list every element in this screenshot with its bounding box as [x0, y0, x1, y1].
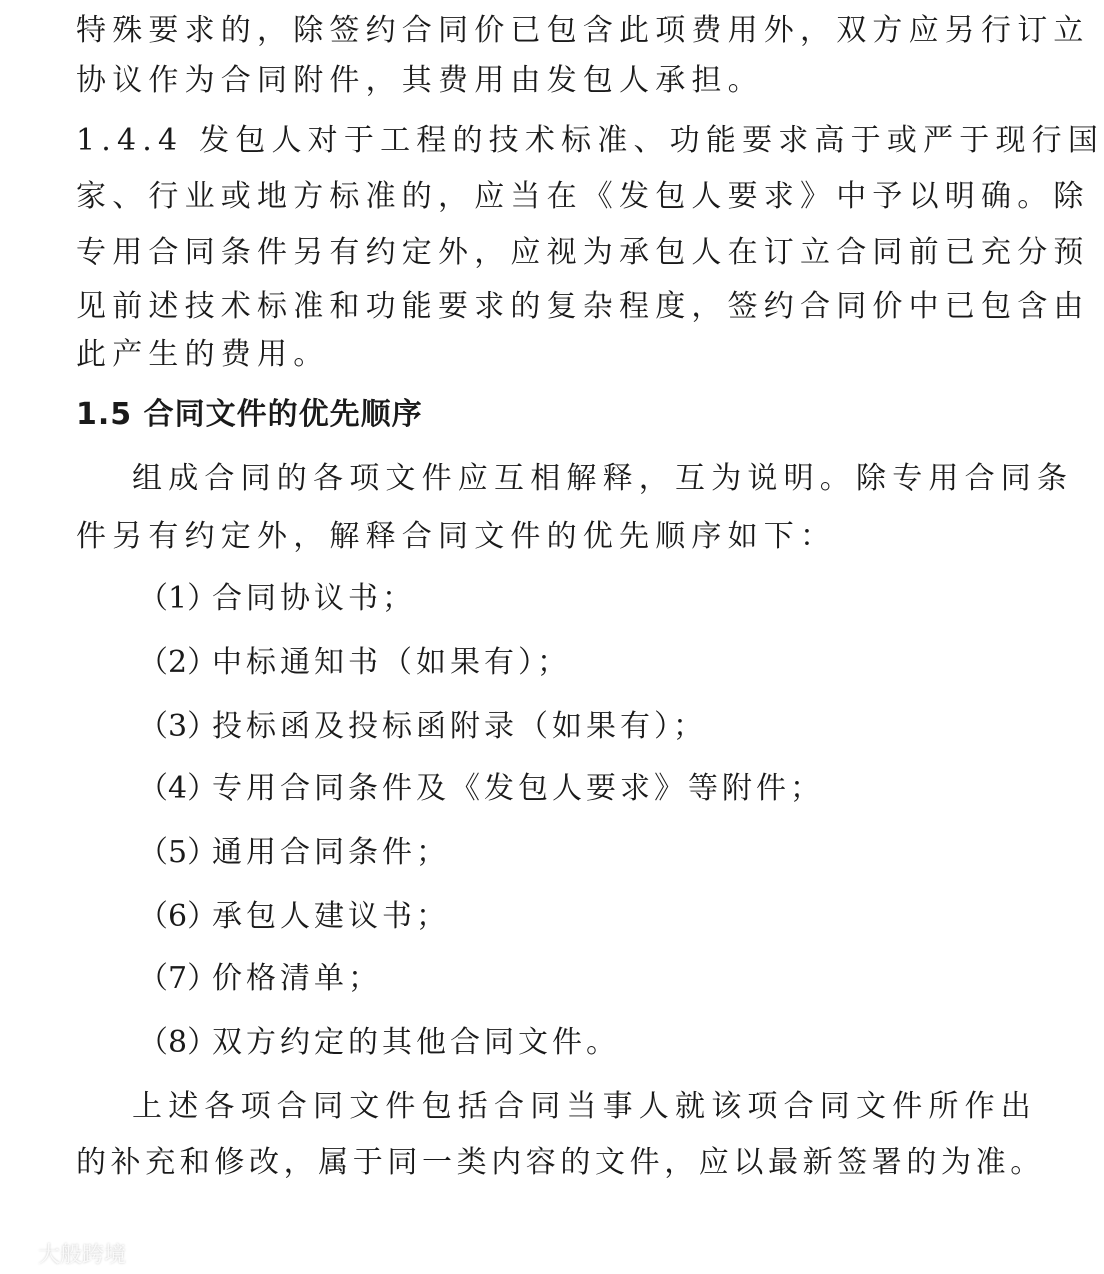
list-item-number: （2） — [138, 645, 218, 680]
list-item-number: （4） — [138, 771, 218, 806]
intro-line-1: 特殊要求的，除签约合同价已包含此项费用外，双方应另行订立 — [76, 13, 1090, 48]
list-item-number: （6） — [138, 899, 218, 934]
list-item-text: 承包人建议书； — [212, 899, 450, 934]
closing-line-1: 上述各项合同文件包括合同当事人就该项合同文件所作出 — [132, 1089, 1037, 1124]
list-item-text: 专用合同条件及《发包人要求》等附件； — [212, 771, 824, 806]
section-intro-line-2: 件另有约定外，解释合同文件的优先顺序如下： — [76, 519, 837, 554]
list-item-number: （3） — [138, 709, 218, 744]
clause-1-4-4-line-5: 此产生的费用。 — [76, 337, 330, 372]
watermark-text: 大般跨境 — [38, 1243, 127, 1268]
list-item-number: （7） — [138, 961, 218, 996]
clause-1-4-4-line-2: 家、行业或地方标准的，应当在《发包人要求》中予以明确。除 — [76, 179, 1090, 214]
clause-1-4-4-line-1: 1.4.4 发包人对于工程的技术标准、功能要求高于或严于现行国 — [76, 123, 1104, 158]
intro-line-2: 协议作为合同附件，其费用由发包人承担。 — [76, 63, 764, 98]
list-item-text: 价格清单； — [212, 961, 382, 996]
weibo-logo-icon — [6, 1243, 32, 1265]
list-item-text: 合同协议书； — [212, 581, 416, 616]
list-item-text: 投标函及投标函附录（如果有）； — [212, 709, 707, 744]
clause-1-4-4-line-4: 见前述技术标准和功能要求的复杂程度，签约合同价中已包含由 — [76, 289, 1090, 324]
list-item-number: （1） — [138, 581, 218, 616]
section-heading: 1.5 合同文件的优先顺序 — [76, 397, 423, 432]
watermark — [6, 1238, 126, 1269]
list-item-text: 中标通知书（如果有）； — [212, 645, 571, 680]
closing-line-2: 的补充和修改，属于同一类内容的文件，应以最新签署的为准。 — [76, 1145, 1045, 1180]
section-intro-line-1: 组成合同的各项文件应互相解释，互为说明。除专用合同条 — [132, 461, 1074, 496]
list-item-number: （8） — [138, 1025, 218, 1060]
list-item-number: （5） — [138, 835, 218, 870]
list-item-text: 双方约定的其他合同文件。 — [212, 1025, 620, 1060]
clause-1-4-4-line-3: 专用合同条件另有约定外，应视为承包人在订立合同前已充分预 — [76, 235, 1090, 270]
list-item-text: 通用合同条件； — [212, 835, 450, 870]
